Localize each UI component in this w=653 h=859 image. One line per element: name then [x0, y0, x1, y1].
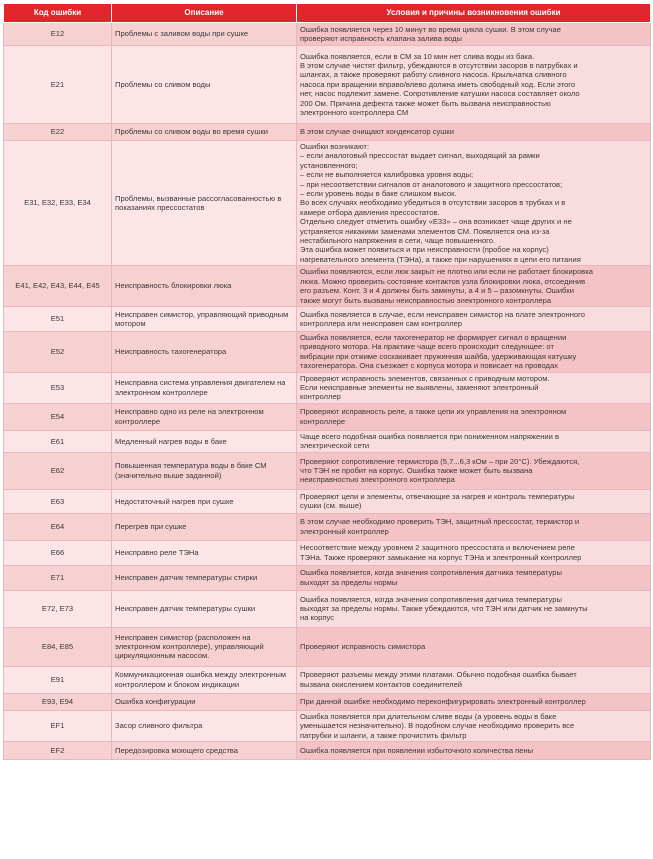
error-code-cell: EF1	[4, 710, 112, 741]
description-cell: Проблемы с заливом воды при сушке	[112, 23, 297, 46]
table-row	[4, 46, 651, 124]
cause-cell: В этом случае необходимо проверить ТЭН, защитный прессостат, термистор и электронный контроллер	[297, 513, 651, 540]
error-code-cell: E72, E73	[4, 590, 112, 627]
description-cell: Проблемы со сливом воды во время сушки	[112, 124, 297, 141]
table-row	[4, 372, 651, 403]
table-row	[4, 306, 651, 331]
description-cell: Неисправно одно из реле на электронном контроллере	[112, 403, 297, 430]
table-row	[4, 403, 651, 430]
description-cell: Неисправен датчик температуры сушки	[112, 590, 297, 627]
error-code-cell: E51	[4, 306, 112, 331]
description-cell: Проблемы, вызванные рассогласованностью в показаниях прессостатов	[112, 141, 297, 266]
error-code-cell: E91	[4, 666, 112, 693]
table-row	[4, 124, 651, 141]
table-row	[4, 489, 651, 513]
table-row	[4, 666, 651, 693]
error-code-cell: E12	[4, 23, 112, 46]
header-cause: Условия и причины возникновения ошибки	[297, 4, 651, 23]
description-cell: Неисправность тахогенератора	[112, 331, 297, 372]
cause-cell: В этом случае очищают конденсатор сушки	[297, 124, 651, 141]
cause-cell: Ошибка появляется при появлении избыточного количества пены	[297, 741, 651, 759]
description-cell: Перегрев при сушке	[112, 513, 297, 540]
error-code-cell: E31, E32, E33, E34	[4, 141, 112, 266]
error-code-cell: E93, E94	[4, 693, 112, 710]
cause-cell: Ошибка появляется в случае, если неисправен симистор на плате электронного контроллера или неисправен сам контроллер	[297, 306, 651, 331]
error-code-cell: E53	[4, 372, 112, 403]
cause-cell: Ошибки появляются, если люк закрыт не плотно или если не работает блокировка люка. Можно проверить состояние контактов узла блокировки люка, отсоединив его разъем. Конт. 3 и 4 должны быть замкнуты, а 4 и 5 – разомкнуты. Ошибки также могут быть вызваны неисправностью электронного контроллера	[297, 266, 651, 307]
cause-cell: Ошибка появляется, если тахогенератор не формирует сигнал о вращении приводного мотора. На практике чаще всего происходит следующее: от вибрации при отжиме соскакивает пружинная шайба, удерживающая катушку тахогенератора. Она съезжает с корпуса мотора и повисает на проводах	[297, 331, 651, 372]
table-row	[4, 331, 651, 372]
description-cell: Проблемы со сливом воды	[112, 46, 297, 124]
table-row	[4, 266, 651, 307]
cause-cell: Ошибка появляется, когда значения сопротивления датчика температуры выходят за пределы нормы. Также убеждаются, что ТЭН или датчик не замкнуты на корпус	[297, 590, 651, 627]
table-row	[4, 452, 651, 489]
cause-cell: Ошибки возникают: – если аналоговый прессостат выдает сигнал, выходящий за рамки установленного; – если не выполняется калибровка уровня воды; – при несоответствии сигналов от аналогового и защитного прессостатов; – если уровень воды в баке слишком высок. Во всех случаях необходимо убедиться в отсутствии засоров в трубках и в камере отбора давления прессостатов. Отдельно следует отметить ошибку «E33» – она возникает чаще других и не устраняется никакими заменами элементов СМ. Появляется она из-за нестабильного напряжения в сети, чаще повышенного. Эта ошибка может появиться и при неисправности (пробое на корпус) нагревательного элемента (ТЭНа), а также при нарушениях в цепи его питания	[297, 141, 651, 266]
description-cell: Неисправен симистор (расположен на электронном контроллере), управляющий циркуляционным насосом.	[112, 627, 297, 666]
cause-cell: Ошибка появляется через 10 минут во время цикла сушки. В этом случае проверяют исправность клапана залива воды	[297, 23, 651, 46]
description-cell: Ошибка конфигурации	[112, 693, 297, 710]
description-cell: Передозировка моющего средства	[112, 741, 297, 759]
cause-cell: Проверяют исправность симистора	[297, 627, 651, 666]
table-row	[4, 430, 651, 452]
error-codes-table	[3, 3, 651, 760]
cause-cell: Несоответствие между уровнем 2 защитного прессостата и включением реле ТЭНа. Также проверяют замыкание на корпус ТЭНа и электронный контроллер	[297, 540, 651, 565]
table-row	[4, 23, 651, 46]
cause-cell: Проверяют разъемы между этими платами. Обычно подобная ошибка бывает вызвана окислением контактов соединителей	[297, 666, 651, 693]
table-row	[4, 513, 651, 540]
error-code-cell: E54	[4, 403, 112, 430]
cause-cell: Чаще всего подобная ошибка появляется при пониженном напряжении в электрической сети	[297, 430, 651, 452]
error-code-cell: E63	[4, 489, 112, 513]
description-cell: Недостаточный нагрев при сушке	[112, 489, 297, 513]
cause-cell: При данной ошибке необходимо переконфигурировать электронный контроллер	[297, 693, 651, 710]
cause-cell: Ошибка появляется, когда значения сопротивления датчика температуры выходят за пределы нормы	[297, 565, 651, 590]
description-cell: Неисправность блокировки люка	[112, 266, 297, 307]
error-code-cell: E21	[4, 46, 112, 124]
description-cell: Неисправен датчик температуры стирки	[112, 565, 297, 590]
cause-cell: Проверяют исправность элементов, связанных с приводным мотором. Если неисправные элементы не выявлены, заменяют электронный контроллер	[297, 372, 651, 403]
cause-cell: Проверяют сопротивление термистора (5,7...6,3 кОм – при 20°С). Убеждаются, что ТЭН не пробит на корпус. Ошибка также может быть вызвана неисправностью электронного контроллера	[297, 452, 651, 489]
description-cell: Коммуникационная ошибка между электронным контроллером и блоком индикации	[112, 666, 297, 693]
table-header-row	[4, 4, 651, 23]
table-row	[4, 590, 651, 627]
table-row	[4, 693, 651, 710]
cause-cell: Ошибка появляется, если в СМ за 10 мин нет слива воды из бака. В этом случае чистят фильтр, убеждаются в отсутствии засоров в патрубках и шлангах, а также проверяют работу сливного насоса. Крыльчатка сливного насоса при вращении вправо/влево должна иметь свободный ход. Если этого нет, насос подлежит замене. Сопротивление катушки насоса составляет около 200 Ом. Причина дефекта также может быть вызвана неисправностью электронного контроллера СМ	[297, 46, 651, 124]
header-description: Описание	[112, 4, 297, 23]
error-code-cell: E22	[4, 124, 112, 141]
cause-cell: Проверяют цепи и элементы, отвечающие за нагрев и контроль температуры сушки (см. выше)	[297, 489, 651, 513]
table-row	[4, 540, 651, 565]
header-code: Код ошибки	[4, 4, 112, 23]
description-cell: Повышенная температура воды в баке СМ (значительно выше заданной)	[112, 452, 297, 489]
cause-cell: Ошибка появляется при длительном сливе воды (а уровень воды в баке уменьшается незначительно). В подобном случае необходимо проверить все патрубки и шланги, а также прочистить фильтр	[297, 710, 651, 741]
table-row	[4, 741, 651, 759]
error-code-cell: EF2	[4, 741, 112, 759]
table-row	[4, 565, 651, 590]
table-row	[4, 710, 651, 741]
error-code-cell: E52	[4, 331, 112, 372]
cause-cell: Проверяют исправность реле, а также цепи их управления на электронном контроллере	[297, 403, 651, 430]
error-code-cell: E71	[4, 565, 112, 590]
error-code-cell: E41, E42, E43, E44, E45	[4, 266, 112, 307]
error-code-cell: E64	[4, 513, 112, 540]
description-cell: Медленный нагрев воды в баке	[112, 430, 297, 452]
description-cell: Неисправно реле ТЭНа	[112, 540, 297, 565]
description-cell: Засор сливного фильтра	[112, 710, 297, 741]
description-cell: Неисправен симистор, управляющий приводным мотором	[112, 306, 297, 331]
error-code-cell: E62	[4, 452, 112, 489]
error-code-cell: E61	[4, 430, 112, 452]
error-code-cell: E66	[4, 540, 112, 565]
error-code-cell: E84, E85	[4, 627, 112, 666]
table-row	[4, 141, 651, 266]
description-cell: Неисправна система управления двигателем на электронном контроллере	[112, 372, 297, 403]
table-row	[4, 627, 651, 666]
